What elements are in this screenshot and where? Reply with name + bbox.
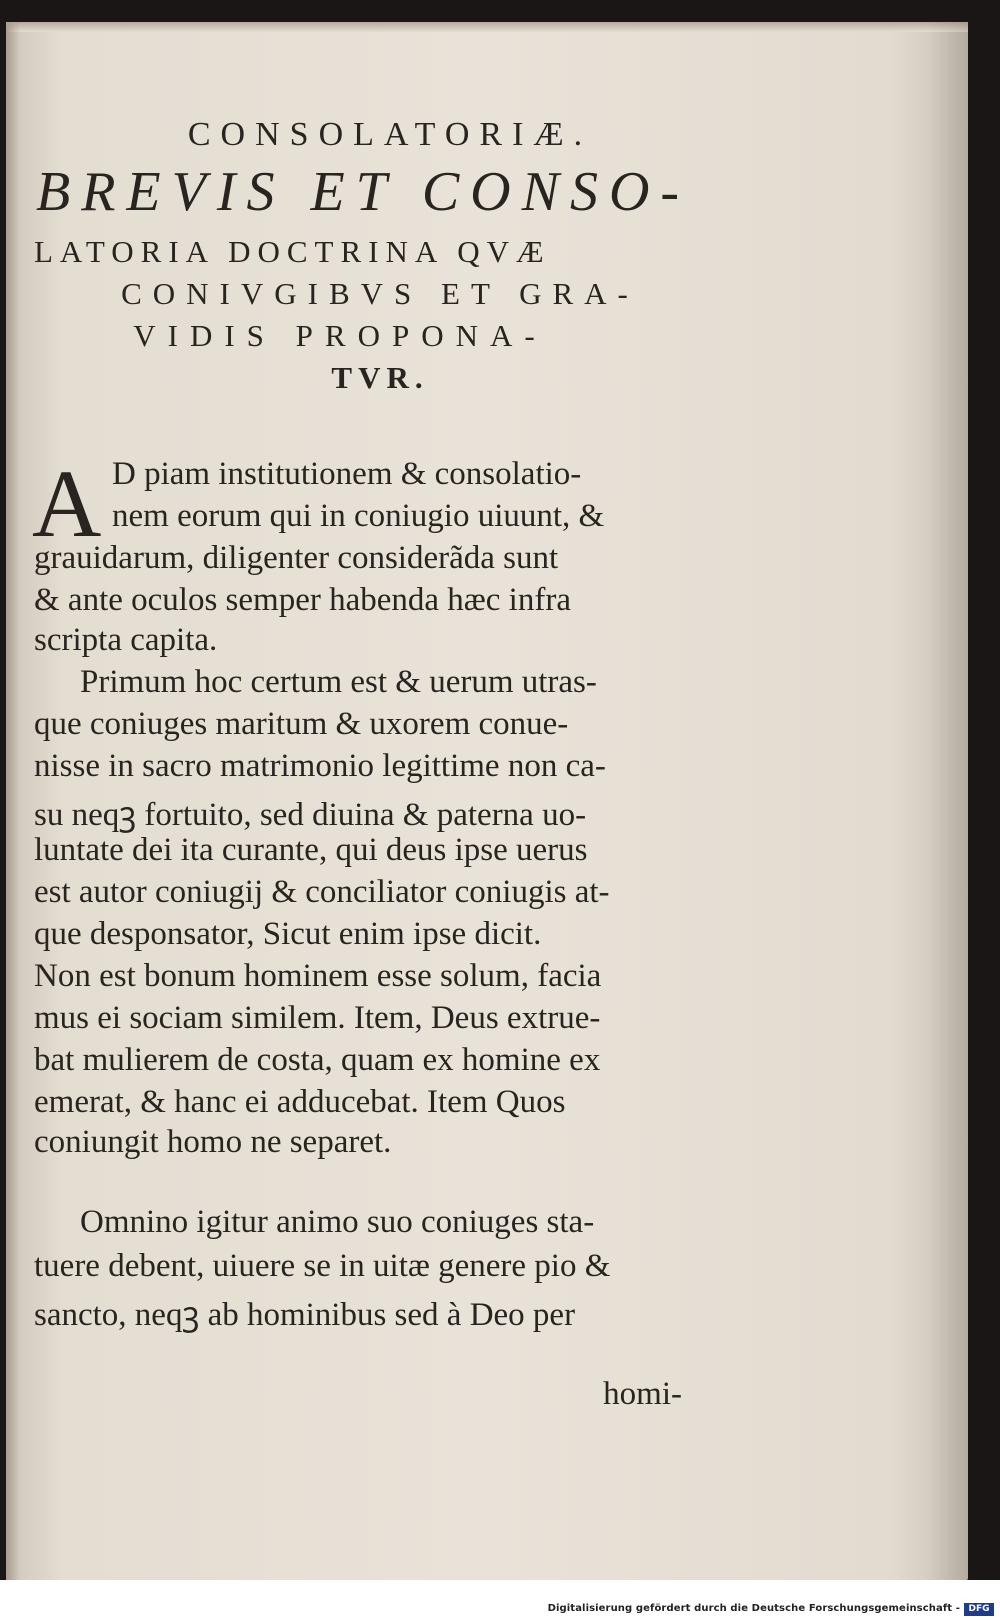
digitization-credit: Digitalisierung gefördert durch die Deutsche Forschungsgemeinschaft - [547, 1603, 960, 1614]
paragraph-1-line: grauidarum, diligenter considerãda sunt [34, 540, 559, 576]
paragraph-2-line: su neqꝫ fortuito, sed diuina & paterna uo- [34, 797, 587, 833]
paragraph-2-line: nisse in sacro matrimonio legittime non ca- [34, 748, 606, 784]
title-line-5: TVR. [331, 360, 429, 395]
paragraph-3-line: tuere debent, uiuere se in uitæ genere pio & [34, 1248, 611, 1284]
paragraph-2-line: que desponsator, Sicut enim ipse dicit. [34, 916, 542, 952]
paragraph-2-line: est autor coniugij & conciliator coniugis at- [34, 874, 610, 910]
paragraph-1-line: D piam institutionem & consolatio- [112, 456, 582, 492]
paragraph-3-line: sancto, neqꝫ ab hominibus sed à Deo per [34, 1297, 576, 1333]
footer-strip [0, 1580, 1000, 1620]
paragraph-2-line: Primum hoc certum est & uerum utras- [80, 664, 597, 700]
paragraph-2-line: luntate dei ita curante, qui deus ipse uerus [34, 832, 588, 868]
paragraph-2-line: Non est bonum hominem esse solum, facia [34, 958, 602, 994]
dfg-logo: DFG [964, 1603, 994, 1616]
paragraph-2-line: coniungit homo ne separet. [34, 1124, 392, 1160]
paragraph-1-line: nem eorum qui in coniugio uiuunt, & [112, 498, 605, 534]
page-top-edge [6, 22, 968, 32]
title-line-4: VIDIS PROPONA- [133, 318, 547, 353]
running-head: CONSOLATORIÆ. [187, 116, 593, 153]
paragraph-2-line: que coniuges maritum & uxorem conue- [34, 706, 569, 742]
title-line-1: BREVIS ET CONSO- [36, 161, 691, 223]
page-gutter-shadow [6, 22, 20, 1580]
title-line-2: LATORIA DOCTRINA QVÆ [34, 234, 551, 269]
paragraph-1-line: & ante oculos semper habenda hæc infra [34, 582, 571, 618]
paragraph-3-line: Omnino igitur animo suo coniuges sta- [80, 1204, 595, 1240]
paragraph-2-line: bat mulierem de costa, quam ex homine ex [34, 1042, 601, 1078]
paragraph-2-line: mus ei sociam similem. Item, Deus extrue- [34, 1000, 601, 1036]
paragraph-2-line: emerat, & hanc ei adducebat. Item Quos [34, 1084, 566, 1120]
catchword: homi- [603, 1376, 682, 1412]
title-line-3: CONIVGIBVS ET GRA- [121, 276, 639, 311]
page-edge-shadow [928, 22, 968, 1580]
paragraph-1-line: scripta capita. [34, 622, 218, 658]
drop-cap: A [32, 450, 102, 557]
